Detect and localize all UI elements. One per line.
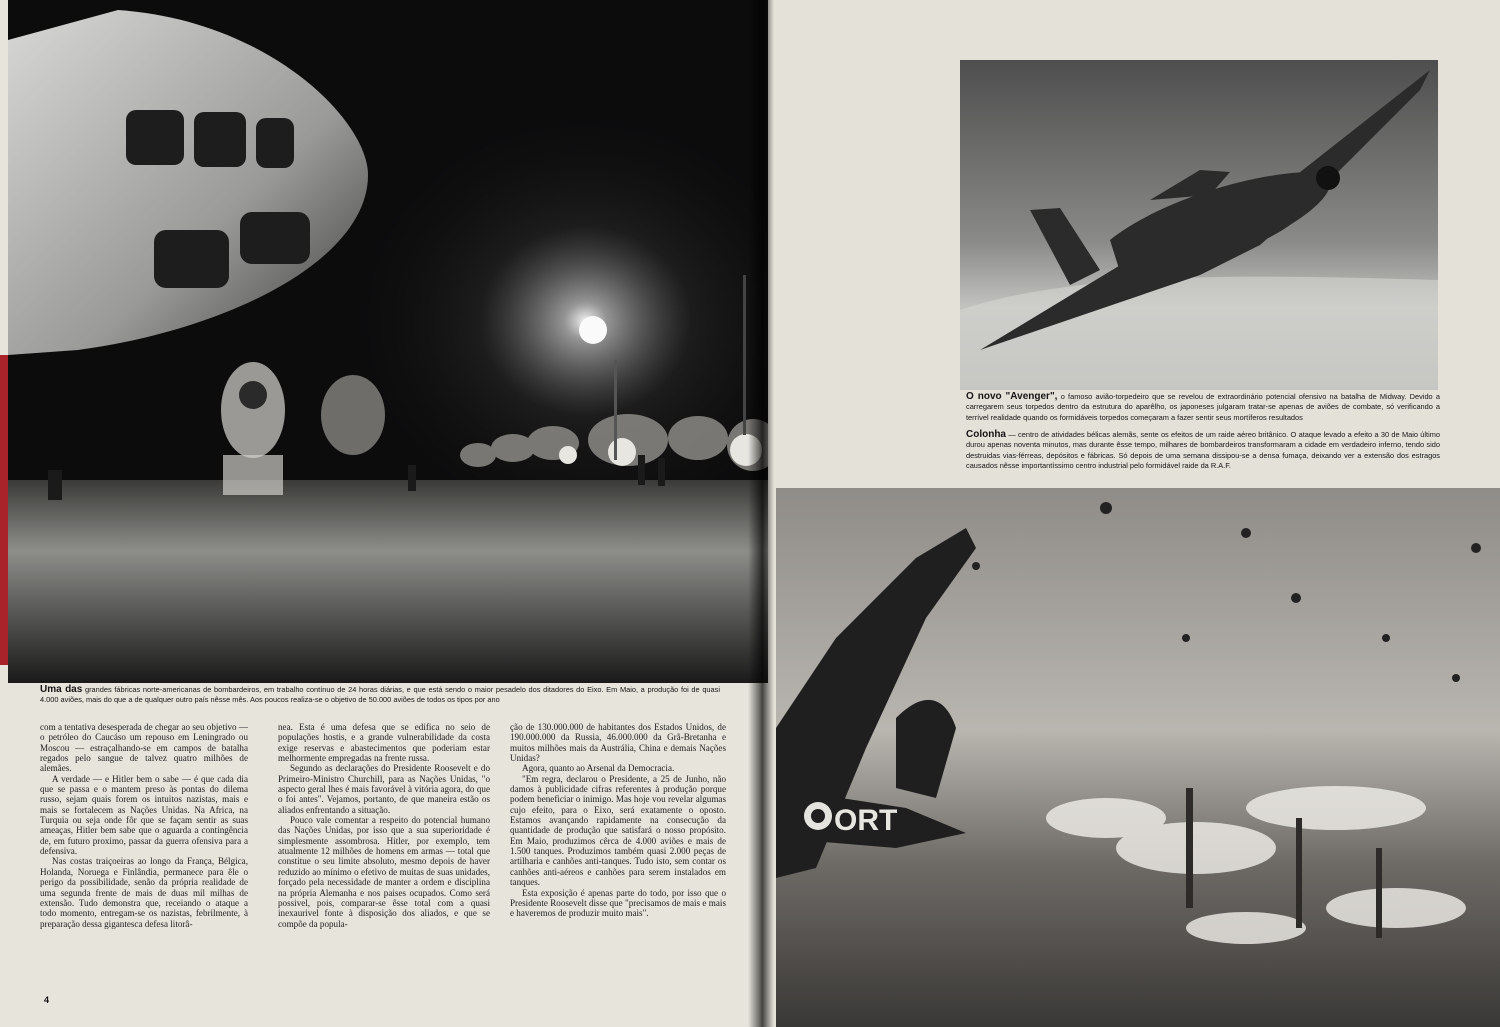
avenger-photo: [960, 60, 1438, 390]
article-paragraph: ção de 130.000.000 de habitantes dos Estados Unidos, de 190.000.000 da Russia, 46.000.000 da Grã-Bretanha e muitos milhões mais da Austrália, China e demais Nações Unidas?: [510, 722, 726, 764]
article-paragraph: "Em regra, declarou o Presidente, a 25 de Junho, não damos à publicidade cifras referentes à produção porque podem beneficiar o inimigo. Mas hoje vou revelar algumas cujo efeito, para o Eixo, será exatamente o oposto. Estamos avançando rapidamente na consecução da quantidade de produção que satisfará o nosso propósito. Em Maio, produzimos cêrca de 4.000 aviões e mais de 1.500 tanques. Produzimos também quasi 2.000 peças de artilharia e canhões anti-tanques. Tudo isto, sem contar os canhões anti-aéreos e canhões para serem instalados em tanques.: [510, 773, 726, 888]
article-column-3: [510, 722, 726, 1012]
avenger-caption-lead: O novo "Avenger",: [966, 391, 1058, 402]
colonha-caption-lead: Colonha: [966, 429, 1006, 440]
page-number: 4: [44, 995, 50, 1005]
article-paragraph: Segundo as declarações do Presidente Roosevelt e do Primeiro-Ministro Churchill, para as Nações Unidas, "o aspecto geral lhes é mais favorável à vitória agora, do que o foi antes". Vejamos, portanto, de que maneira estão os aliados enfrentando a situação.: [278, 763, 490, 815]
red-page-edge: [0, 355, 8, 665]
article-paragraph: A verdade — e Hitler bem o sabe — é que cada dia que se passa e o mantem preso às pontas do dilema russo, sejam quais forem os intuitos nazistas, mais e mais se fortalecem as Nações Unidas. Na Africa, na Turquia ou seja onde fôr que se façam sentir as suas ameaças, Hitler bem sabe que o aguarda a contingência de, em futuro proximo, passar da guerra ofensiva para a defensiva.: [40, 773, 248, 857]
article-paragraph: Pouco vale comentar a respeito do potencial humano das Nações Unidas, por isso que a sua superioridade é simplesmente assombrosa. Hitler, por exemplo, tem atualmente 12 milhões de homens em armas — total que constitue o seu limite absoluto, mesmo depois de haver reduzido ao mínimo o efetivo de muitas de suas unidades, forçado pela necessidade de manter a ordem e disciplina na própria Alemanha e nos paises ocupados. Como será possivel, pois, comparar-se êsse total com a quasi inexaurivel fonte à disposição dos aliados, e que se compõe da popula-: [278, 815, 490, 929]
article-column-2: [278, 722, 490, 1012]
article-column-1: [40, 722, 248, 1012]
avenger-caption: [966, 392, 1440, 423]
factory-night-photo: [8, 0, 768, 683]
factory-caption: [40, 685, 720, 706]
factory-caption-text: grandes fábricas norte-americanas de bombardeiros, em trabalho contínuo de 24 horas diárias, e que está sendo o maior pesadelo dos ditadores do Eixo. Em Maio, a produção foi de quasi 4.000 aviões, mais do que a de qualquer outro país nêsse mês. Aos poucos realiza-se o objetivo de 50.000 aviões de todos os tipos por ano: [40, 685, 720, 705]
colonha-caption: [966, 430, 1440, 472]
avenger-caption-text: o famoso avião-torpedeiro que se revelou de extraordinário potencial ofensivo na batalha de Midway. Devido a carregarem seus torpedos dentro da estrutura do aparêlho, os japoneses julgaram tratar-se apenas de aviões de combate, só verificando a terrível realidade quando os formidáveis torpedos começaram a fazer sentir seus mortíferos resultados: [966, 392, 1441, 422]
article-paragraph: Esta exposição é apenas parte do todo, por isso que o Presidente Roosevelt disse que "precisamos de mais e mais e haveremos de produzir muito mais".: [510, 887, 726, 919]
factory-caption-lead: Uma das: [40, 684, 83, 695]
article-paragraph: Agora, quanto ao Arsenal da Democracia.: [522, 763, 675, 774]
article-paragraph: com a tentativa desesperada de chegar ao seu objetivo — o petróleo do Caucáso um repouso em Leningrado ou Moscou — estraçalhando-se em campos de batalha regados pelo sangue de talvez quatro milhões de alemães.: [40, 722, 248, 774]
raid-plane-marking: ORT: [834, 804, 898, 837]
cologne-raid-photo: [776, 488, 1500, 1027]
article-paragraph: Nas costas traiçoeiras ao longo da França, Bélgica, Holanda, Noruega e Finlândia, permanece para êle o perigo da possibilidade, senão da própria realidade de uma segunda frente de mais de duas mil milhas de extensão. Tudo demonstra que, receiando o ataque a todo momento, entregam-se os nazistas, febrilmente, à preparação dessa gigantesca defesa litorâ-: [40, 856, 248, 929]
colonha-caption-text: — centro de atividades bélicas alemãs, sente os efeitos de um raide aéreo britânico. O ataque levado a efeito a 30 de Maio último durou apenas noventa minutos, mas durante êsse tempo, milhares de bombardeiros transformaram a cidade em verdadeiro inferno, tendo sido destruidas vias-férreas, depósitos e fábricas. Só depois de uma semana dissipou-se a densa fumaça, deixando ver a extensão dos estragos causados nêsse importantíssimo centro industrial pelo formidável raide da R.A.F.: [966, 430, 1440, 471]
article-paragraph: nea. Esta é uma defesa que se edifica no seio de populações hostis, e a grande vulnerabilidade da costa exige reservas e abastecimentos que poderiam estar melhormente empregadas na frente russa.: [278, 722, 490, 764]
center-gutter: [748, 0, 774, 1027]
